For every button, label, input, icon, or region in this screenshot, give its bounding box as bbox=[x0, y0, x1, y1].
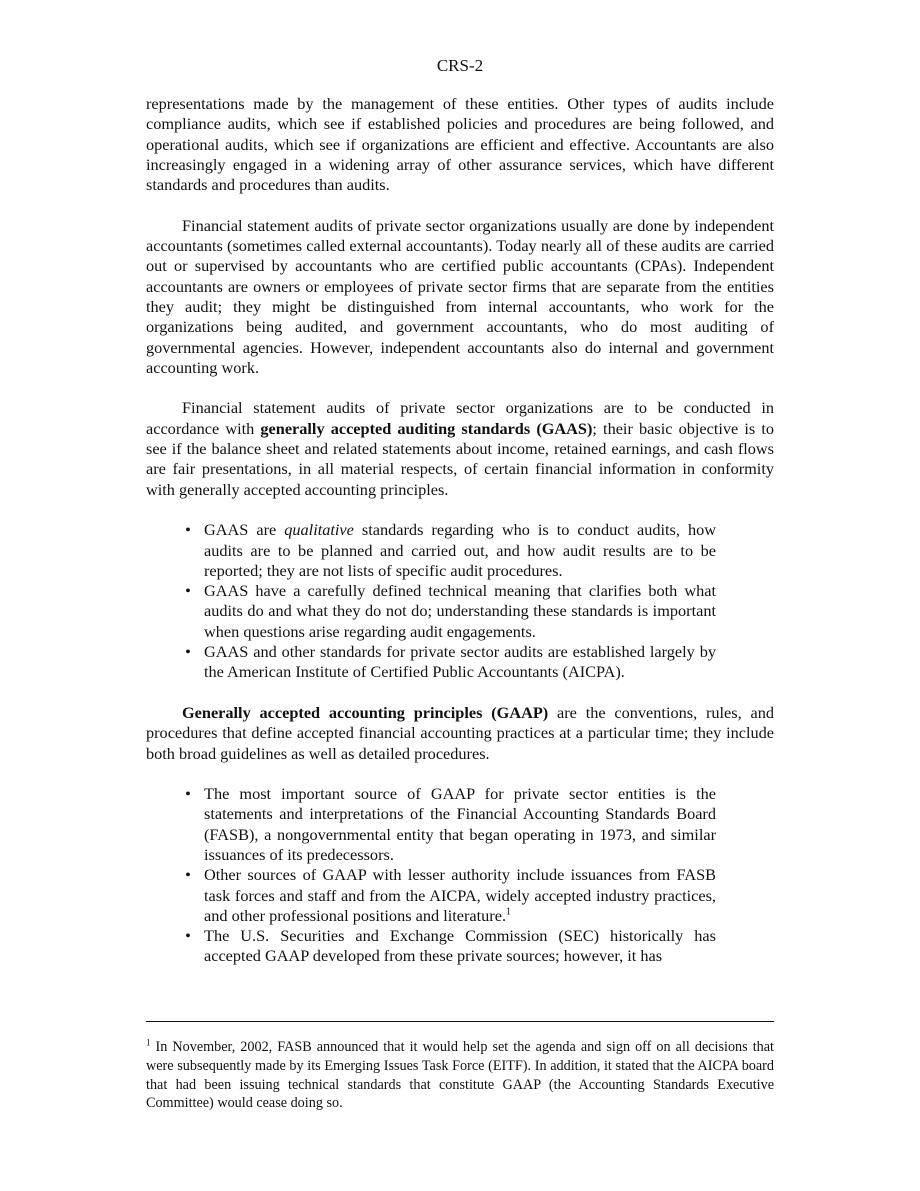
gaas-bullet-3-text: GAAS and other standards for private sector audits are established largely by the American Institute of Certified Public Accountants (AICPA). bbox=[204, 642, 716, 682]
list-item bbox=[185, 520, 717, 581]
footnote-marker: 1 bbox=[146, 1037, 151, 1048]
list-item bbox=[185, 784, 716, 865]
bullet-icon: • bbox=[185, 642, 191, 662]
gaas-intro-text: Financial statement audits of private sector organizations are to be conducted in accordance with bbox=[146, 398, 774, 438]
gaap-bullet-1-text: The most important source of GAAP for private sector entities is the statements and interpretations of the Financial Accounting Standards Board (FASB), a nongovernmental entity that began operating in 1973, and similar issuances of its predecessors. bbox=[204, 784, 716, 864]
paragraph-continuation: representations made by the management of these entities. Other types of audits include compliance audits, which see if established policies and procedures are being followed, and operational audits, which see if organizations are efficient and effective. Accountants are also increasingly engaged in a widening array of other assurance services, which have different standards and procedures than audits. bbox=[146, 94, 774, 195]
page-label: CRS-2 bbox=[436, 56, 484, 75]
bullet-icon: • bbox=[185, 926, 191, 946]
gaap-intro-rest: are the conventions, rules, and procedures that define accepted financial accounting practices at a particular time; they include both broad guidelines as well as detailed procedures. bbox=[146, 702, 774, 763]
list-item bbox=[185, 581, 716, 642]
footnote bbox=[146, 1038, 774, 1113]
gaas-bullet-1-rest: standards regarding who is to conduct audits, how audits are to be planned and carried out, and how audit results are to be reported; they are not lists of specific audit procedures. bbox=[204, 520, 717, 580]
page-header bbox=[0, 56, 920, 76]
body-text bbox=[146, 94, 774, 987]
gaas-bullet-2-text: GAAS have a carefully defined technical meaning that clarifies both what audits do and what they do not do; understanding these standards is important when questions arise regarding audit engagements. bbox=[204, 581, 716, 641]
list-item bbox=[185, 642, 716, 683]
footnote-divider bbox=[146, 1021, 774, 1022]
bullet-icon: • bbox=[185, 784, 191, 804]
gaas-bullet-list bbox=[146, 520, 774, 682]
gaap-term: Generally accepted accounting principles (GAAP) bbox=[182, 702, 549, 722]
list-item bbox=[185, 926, 716, 967]
gaas-intro-rest: ; their basic objective is to see if the balance sheet and related statements about income, retained earnings, and cash flows are fair presentations, in all material respects, of certain financial information in conformity with generally accepted accounting principles. bbox=[146, 418, 774, 499]
bullet-icon: • bbox=[185, 520, 191, 540]
paragraph-independent-accountants: Financial statement audits of private sector organizations usually are done by independent accountants (sometimes called external accountants). Today nearly all of these audits are carried out or supervised by accountants who are certified public accountants (CPAs). Independent accountants are owners or employees of private sector firms that are separate from the entities they audit; they might be distinguished from internal accountants, who work for the organizations being audited, and government accountants, who do most auditing of governmental agencies. However, independent accountants also do internal and government accounting work. bbox=[146, 215, 774, 377]
list-item bbox=[185, 865, 716, 926]
footnote-reference[interactable]: 1 bbox=[506, 906, 512, 918]
bullet-icon: • bbox=[185, 865, 191, 885]
gaap-bullet-2-text: Other sources of GAAP with lesser authority include issuances from FASB task forces and staff and from the AICPA, widely accepted industry practices, and other professional positions and literature. bbox=[204, 865, 716, 925]
gaap-bullet-3-text: The U.S. Securities and Exchange Commission (SEC) historically has accepted GAAP developed from these private sources; however, it has bbox=[204, 926, 716, 966]
bullet-icon: • bbox=[185, 581, 191, 601]
paragraph-gaap-intro bbox=[146, 703, 774, 764]
gaas-term: generally accepted auditing standards (GAAS) bbox=[260, 418, 593, 438]
paragraph-gaas-intro bbox=[146, 398, 774, 499]
gaap-bullet-list bbox=[146, 784, 774, 967]
qualitative-term: qualitative bbox=[284, 520, 354, 540]
gaas-bullet-1-text: GAAS are bbox=[204, 520, 285, 540]
footnote-text: In November, 2002, FASB announced that it would help set the agenda and sign off on all decisions that were subsequently made by its Emerging Issues Task Force (EITF). In addition, it stated that the AICPA board that had been issuing technical standards that constitute GAAP (the Accounting Standards Executive Committee) would cease doing so. bbox=[146, 1039, 774, 1112]
